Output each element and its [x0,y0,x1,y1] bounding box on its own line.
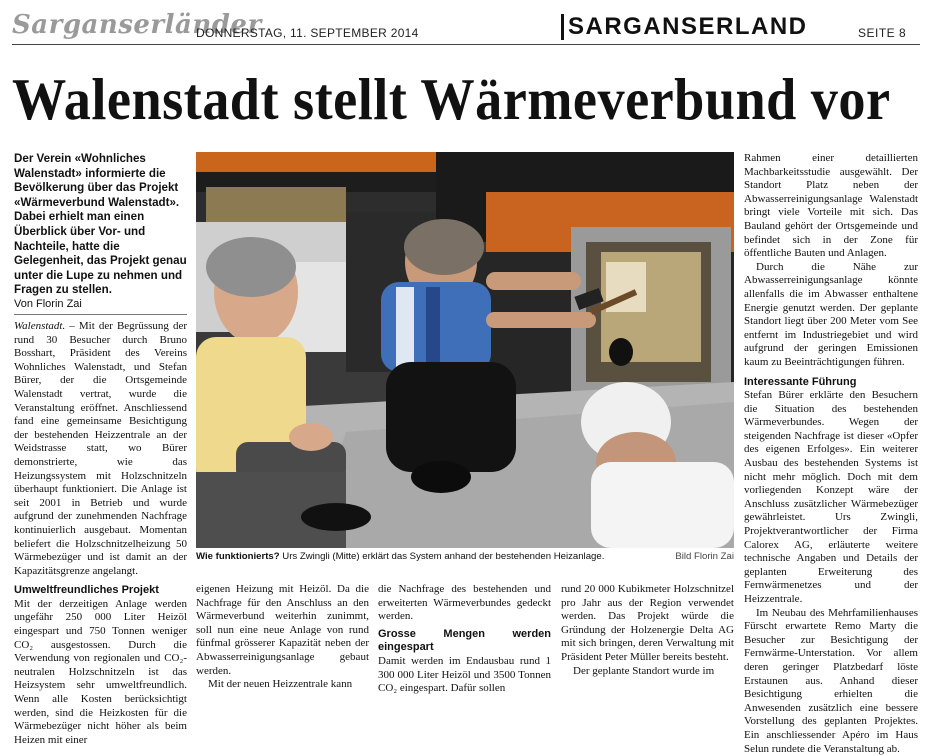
subheading-fuehrung: Interessante Führung [744,375,857,388]
body-paragraph: die Nachfrage des bestehenden und erweiterten Wärmeverbundes gedeckt werden. [378,583,551,623]
column-3 [378,583,551,696]
issue-date: DONNERSTAG, 11. SEPTEMBER 2014 [196,26,419,40]
headline: Walenstadt stellt Wärmeverbund vor [12,66,891,132]
subheading-umwelt: Umweltfreundliches Projekt [14,584,159,597]
body-text: Mit der Begrüssung der rund 30 Besucher durch Bruno Bosshart, Präsident des Vereins Wohnliches Walenstadt, und Stefan Bürer, der die Ortsgemeinde Walenstadt vertrat, wurde die Veranstaltung eröffnet. Anschliessend fand eine gemeinsame Besichtigung der bestehenden Heizzentrale an der Weidstrasse statt, wo Bürer demonstrierte, wie das Heizungssystem mit Holzschnitzeln überhaupt funktioniert. Die Anlage ist seit 2001 in Betrieb und wurde aufgrund der zunehmenden Nachfrage kontinuierlich ausgebaut. Momentan beliefert die Holzschnitzelheizung 50 Wärmebezüger und ist damit an der Kapazitätsgrenze angelangt. [14,320,187,577]
body-paragraph: Der geplante Standort wurde im [573,664,715,677]
dateline: Walenstadt. – [14,320,75,332]
body-paragraph: Im Neubau des Mehrfamilienhauses Fürscht erwartete Remo Marty die Besucher zur Besichtigung der Fernwärme-Unterstation. Vor allem deren geringer Platzbedarf löste Erstaunen aus. Anhand dieser Besichtigung erhielten die Anwesenden zusätzlich eine bessere Vorstellung des geplanten Projektes. Ein anschliessender Apéro im Haus Selun rundete die Veranstaltung ab. [744,606,918,755]
body-paragraph: Mit der neuen Heizzentrale kann [208,678,353,691]
body-paragraph: Stefan Bürer erklärte den Besuchern die Situation des bestehenden Wärmeverbundes. Wegen der steigenden Nachfrage ist dieser «Opfer des eigenen Erfolges». Ein weiterer Ausbau des bestehenden Systems ist nicht mehr möglich. Doch mit dem vorliegenden Konzept wäre der Anschluss zusätzlicher Wärmebezüger gewährleistet. Urs Zwingli, Projektverantwortlicher der Firma Calorex AG, erläuterte weitere technische Angaben und Details der geplanten Erweiterung des Fernwärmenetzes und der Heizzentrale. [744,389,918,605]
subheading-mengen: Grosse Mengen werden eingespart [378,627,551,654]
body-paragraph: eigenen Heizung mit Heizöl. Da die Nachfrage für den Anschluss an den Wärmeverbund weiterhin zunimmt, soll nun eine neue Anlage von rund fünfmal grösserer Kapazität neben der Abwasserreinigungsanlage gebaut werden. [196,583,369,677]
column-5 [744,152,918,756]
body-paragraph [14,320,187,578]
caption-text: Urs Zwingli (Mitte) erklärt das System anhand der bestehenden Heizanlage. [282,551,605,562]
section-title: SARGANSERLAND [568,13,808,40]
byline: Von Florin Zai [14,298,82,310]
photo-credit: Bild Florin Zai [675,551,734,562]
section-divider [561,14,564,40]
article-photo [196,152,734,548]
body-paragraph: rund 20 000 Kubikmeter Holzschnitzel pro Jahr aus der Region verwendet werden. Das Projekt würde die Gründung der Holzenergie Delta AG mit sich bringen, deren Verwaltung mit Präsident Peter Müller bereits besteht. [561,583,734,663]
body-paragraph: Rahmen einer detaillierten Machbarkeitsstudie ausgewählt. Der Standort Platz neben der Abwasserreinigungsanlage Walenstadt bringt viele Vorteile mit sich. Das Bauland gehört der Ortsgemeinde und befindet sich in der Zone für öffentliche Bauten und Anlagen. [744,152,918,260]
header-rule [12,44,920,45]
photo-heating-plant [196,152,734,548]
column-1 [14,320,187,747]
byline-rule [14,314,187,315]
lead-paragraph: Der Verein «Wohnliches Walenstadt» informierte die Bevölkerung über das Projekt «Wärmeverbund Walenstadt». Dabei erhielt man einen Überblick über Vor- und Nachteile, hatte die Gelegenheit, das Projekt genau unter die Lupe zu nehmen und Fragen zu stellen. [14,152,187,297]
column-4 [561,583,734,678]
masthead-logo: Sarganserländer [12,10,262,40]
caption-title: Wie funktionierts? [196,551,280,562]
column-2 [196,583,369,692]
body-paragraph: Mit der derzeitigen Anlage werden ungefähr 250 000 Liter Heizöl eingespart und 750 Tonnen weniger CO₂ ausgestossen. Durch die Verwendung von regionalen und CO₂-neutralen Holzschnitzeln ist das Heizsystem sehr umweltfreundlich. Wenn alle Kosten berücksichtigt werden, sind die Heizkosten für die Wärmebezüger nicht höher als beim Heizen mit einer [14,597,187,746]
body-paragraph: Durch die Nähe zur Abwasserreinigungsanlage könnte allenfalls die im Abwasser enthaltene Energie genutzt werden. Der geplante Standort liegt über 200 Meter vom See entfernt im Industriegebiet und wird aufgrund der geringen Emissionen kaum zu Beeinträchtigungen führen. [744,260,918,368]
page-number: SEITE 8 [858,26,907,40]
body-paragraph: Damit werden im Endausbau rund 1 300 000 Liter Heizöl und 3500 Tonnen CO₂ eingespart. Dafür sollen [378,654,551,695]
photo-caption [196,551,734,562]
